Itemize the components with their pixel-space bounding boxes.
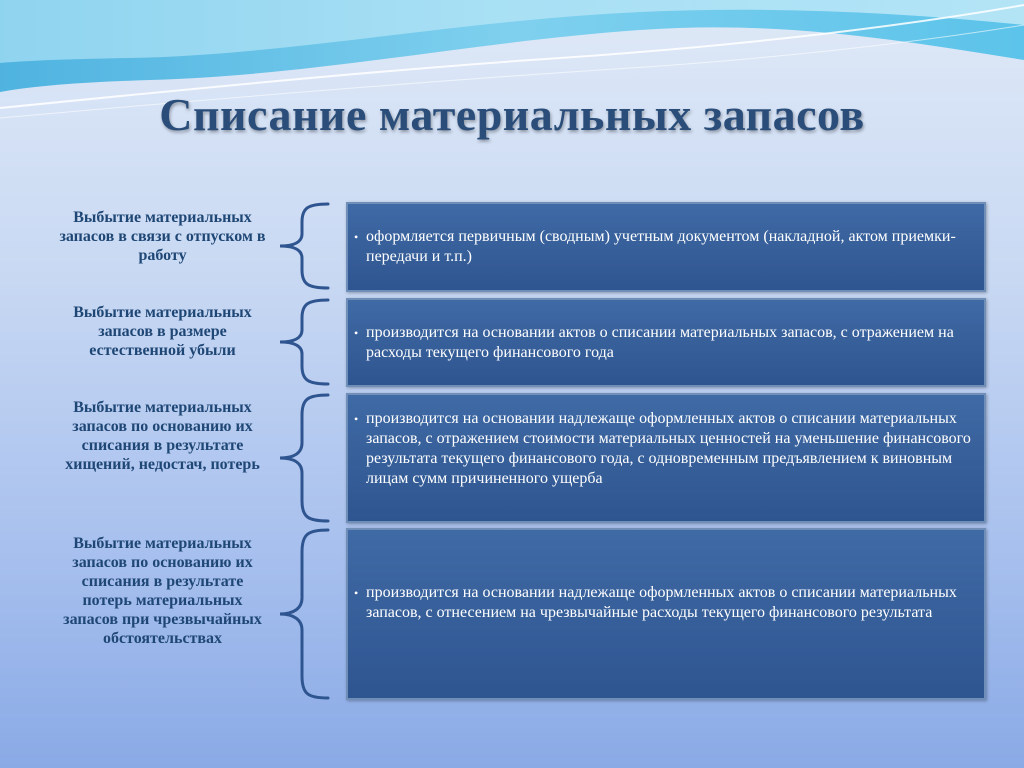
description-box-2 [346, 298, 986, 387]
page-title: Списание материальных запасов [159, 89, 865, 140]
brace-icon-1 [272, 200, 342, 292]
description-box-1 [346, 202, 986, 292]
bullet-dot-icon: • [354, 412, 359, 426]
description-text-2: производится на основании актов о списании материальных запасов, с отражением на расходы текущего финансового года [366, 323, 954, 361]
description-box-3 [346, 393, 986, 523]
row-label-4: Выбытие материальных запасов по основанию их списания в результате потерь материальных запасов при чрезвычайных обстоятельствах [63, 535, 262, 647]
row-label-3: Выбытие материальных запасов по основанию их списания в результате хищений, недостач, потерь [65, 399, 260, 473]
brace-icon-3 [272, 391, 342, 525]
brace-icon-2 [272, 296, 342, 388]
bullet-dot-icon: • [354, 230, 359, 244]
brace-icon-4 [272, 526, 342, 702]
description-text-1: оформляется первичным (сводным) учетным документом (накладной, актом приемки-передачи и т.п.) [366, 228, 956, 265]
description-text-3: производится на основании надлежаще оформленных актов о списании материальных запасов, с отражением стоимости материальных ценностей на уменьшение финансового результата текущего финансового года, с одновременным предъявлением к виновным лицам сумм причиненного ущерба [366, 410, 971, 487]
bullet-dot-icon: • [354, 586, 359, 600]
description-box-4 [346, 528, 986, 700]
bullet-dot-icon: • [354, 325, 359, 340]
row-label-2: Выбытие материальных запасов в размере естественной убыли [73, 304, 252, 359]
row-label-1: Выбытие материальных запасов в связи с отпуском в работу [59, 209, 266, 264]
description-text-4: производится на основании надлежаще оформленных актов о списании материальных запасов, с отнесением на чрезвычайные расходы текущего финансового результата [366, 584, 957, 621]
